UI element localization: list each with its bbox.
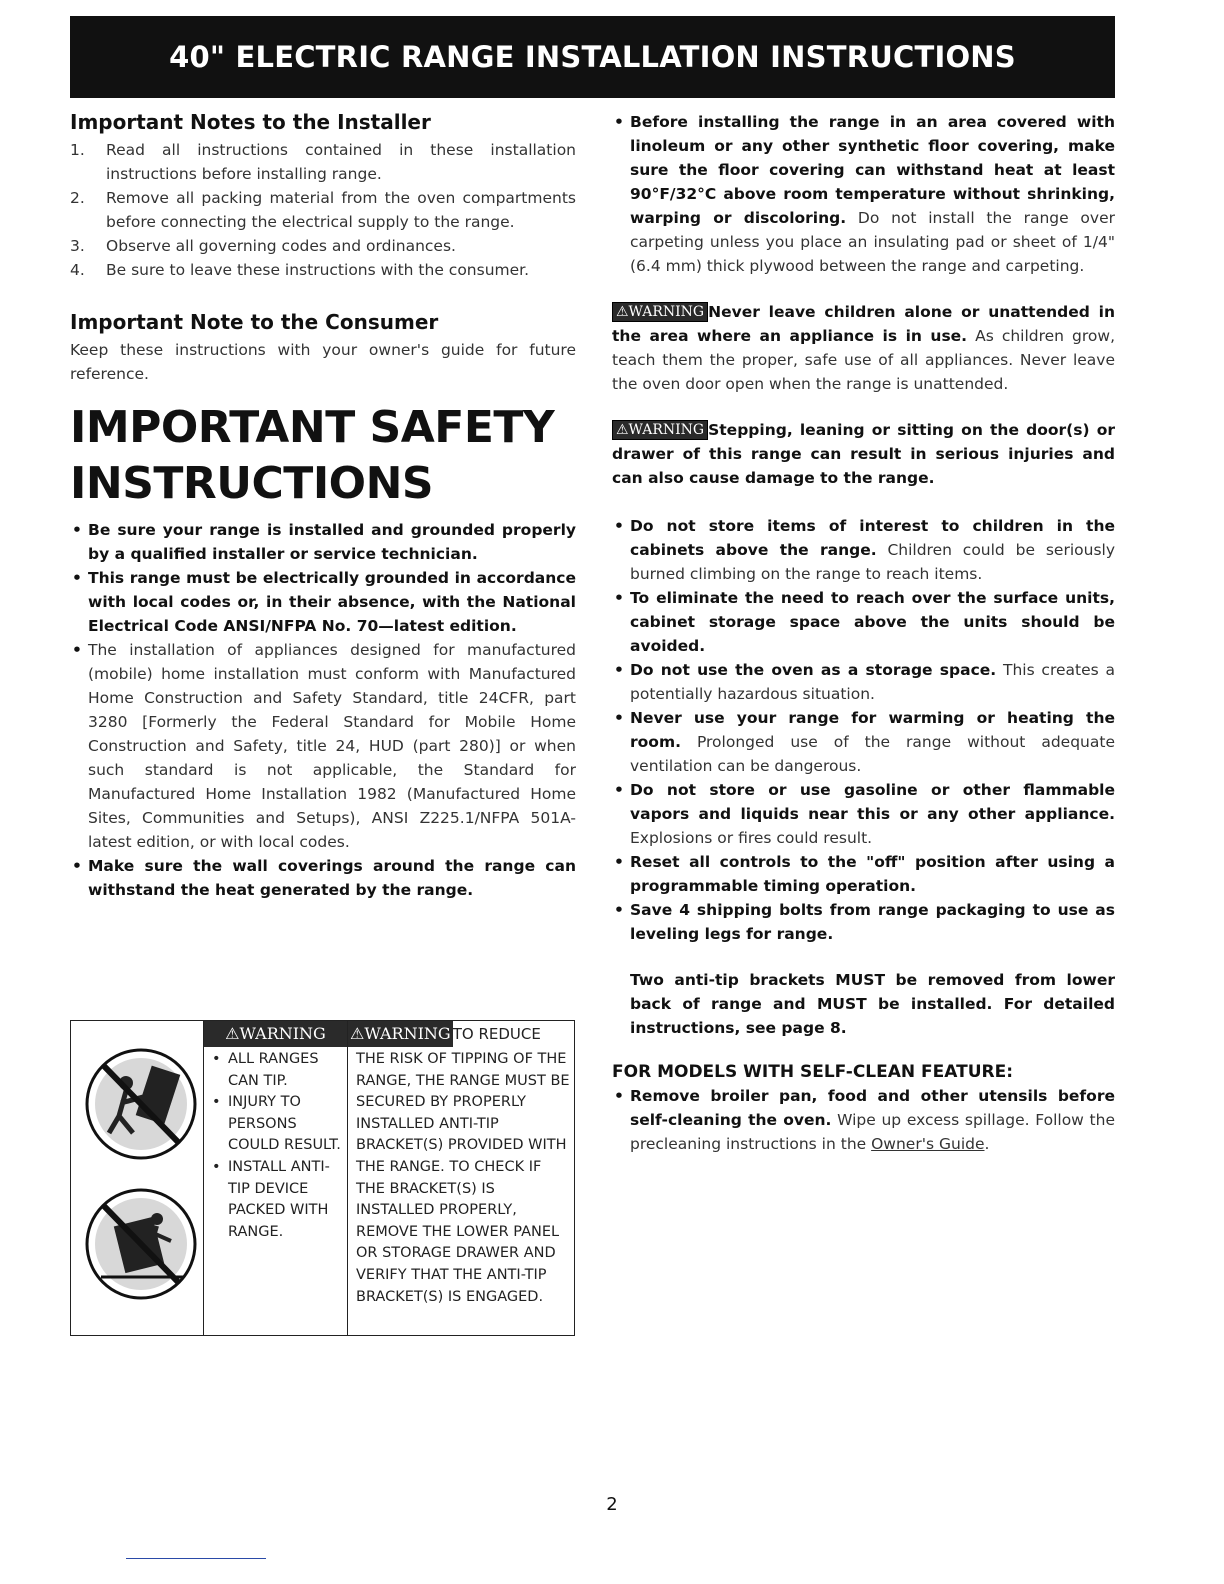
list-item: • INJURY TO PERSONS COULD RESULT. [204, 1092, 347, 1157]
warning-badge: ⚠WARNING [348, 1021, 453, 1047]
owners-guide-link[interactable]: Owner's Guide [871, 1135, 985, 1153]
stepping-warning: ⚠WARNING Stepping, leaning or sitting on the door(s) or drawer of this range can result in serious injuries and can also cause damage to the range. [612, 421, 1115, 487]
right-safety-bullets [612, 514, 1115, 946]
footer-divider [126, 1558, 266, 1559]
anti-tip-warning-box [70, 1020, 575, 1336]
list-item: • Do not store or use gasoline or other flammable vapors and liquids near this or any other appliance. Explosions or fires could result. [612, 778, 1115, 850]
installer-heading: Important Notes to the Installer [70, 110, 431, 134]
warning-icons-cell [71, 1021, 204, 1335]
safety-title: IMPORTANT SAFETY INSTRUCTIONS [70, 402, 555, 509]
floor-bullet [612, 110, 1115, 278]
list-item: • This range must be electrically grounded in accordance with local codes or, in their absence, with the National Electrical Code ANSI/NFPA No. 70—latest edition. [70, 566, 576, 638]
installer-notes-list [70, 138, 576, 282]
right-column [612, 110, 1115, 1156]
list-item: • Reset all controls to the "off" position after using a programmable timing operation. [612, 850, 1115, 898]
list-item: • ALL RANGES CAN TIP. [204, 1049, 347, 1092]
anti-tip-note: Two anti-tip brackets MUST be removed from lower back of range and MUST be installed. For detailed instructions, see page 8. [630, 971, 1115, 1037]
list-item: • The installation of appliances designed for manufactured (mobile) home installation must conform with Manufactured Home Construction and Safety Standard, title 24CFR, part 3280 [Formerly the Federal Standard for Mobile Home Construction and Safety, title 24, HUD (part 280)] or when such standard is not applicable, the Standard for Manufactured Home Installation 1982 (Manufactured Home Sites, Communities and Setups), ANSI Z225.1/NFPA 501A-latest edition, or with local codes. [70, 638, 576, 854]
safety-bullets [70, 518, 576, 902]
list-item: • INSTALL ANTI-TIP DEVICE PACKED WITH RANGE. [204, 1157, 347, 1243]
list-item: • Remove broiler pan, food and other utensils before self-cleaning the oven. Wipe up excess spillage. Follow the precleaning instructions in the Owner's Guide. [612, 1084, 1115, 1156]
left-column [70, 110, 576, 902]
page-title: 40" ELECTRIC RANGE INSTALLATION INSTRUCTIONS [169, 40, 1016, 74]
self-clean-heading: FOR MODELS WITH SELF-CLEAN FEATURE: [612, 1062, 1014, 1082]
warning-badge: ⚠WARNING [204, 1021, 347, 1047]
warning-badge: ⚠WARNING [612, 302, 708, 322]
list-item: • Make sure the wall coverings around the range can withstand the heat generated by the range. [70, 854, 576, 902]
consumer-note: Keep these instructions with your owner's guide for future reference. [70, 341, 576, 383]
warning-badge: ⚠WARNING [612, 420, 708, 440]
warning-middle-cell [204, 1021, 348, 1335]
warning-right-cell [348, 1021, 574, 1335]
list-item: • Never use your range for warming or heating the room. Prolonged use of the range without adequate ventilation can be dangerous. [612, 706, 1115, 778]
list-item: • Save 4 shipping bolts from range packaging to use as leveling legs for range. [612, 898, 1115, 946]
warning-body-text: THE RISK OF TIPPING OF THE RANGE, THE RANGE MUST BE SECURED BY PROPERLY INSTALLED ANTI-TIP BRACKET(S) PROVIDED WITH THE RANGE. TO CHECK IF THE BRACKET(S) IS INSTALLED PROPERLY, REMOVE THE LOWER PANEL OR STORAGE DRAWER AND VERIFY THAT THE ANTI-TIP BRACKET(S) IS ENGAGED. [356, 1051, 570, 1305]
list-item: 2. Remove all packing material from the oven compartments before connecting the electrical supply to the range. [70, 189, 576, 231]
list-item: • Do not store items of interest to children in the cabinets above the range. Children could be seriously burned climbing on the range to reach items. [612, 514, 1115, 586]
list-item: 1. Read all instructions contained in these installation instructions before installing range. [70, 141, 576, 183]
list-item: • To eliminate the need to reach over the surface units, cabinet storage space above the units should be avoided. [612, 586, 1115, 658]
list-item: • Before installing the range in an area covered with linoleum or any other synthetic floor covering, make sure the floor covering can withstand heat at least 90°F/32°C above room temperature without shrinking, warping or discoloring. Do not install the range over carpeting unless you place an insulating pad or sheet of 1/4" (6.4 mm) thick plywood between the range and carpeting. [612, 110, 1115, 278]
children-warning: ⚠WARNING Never leave children alone or unattended in the area where an appliance is in use. As children grow, teach them the proper, safe use of all appliances. Never leave the oven door open when the range is unattended. [612, 303, 1115, 393]
page-number: 2 [606, 1494, 618, 1515]
page-banner [70, 16, 1115, 98]
tip-over-warning-icon [71, 1021, 201, 1335]
list-item: 4. Be sure to leave these instructions with the consumer. [70, 261, 530, 279]
consumer-heading: Important Note to the Consumer [70, 310, 439, 334]
warning-lead-text: TO REDUCE [452, 1025, 541, 1043]
list-item: • Do not use the oven as a storage space. This creates a potentially hazardous situation. [612, 658, 1115, 706]
list-item: • Be sure your range is installed and grounded properly by a qualified installer or service technician. [70, 518, 576, 566]
self-clean-bullets [612, 1084, 1115, 1156]
list-item: 3. Observe all governing codes and ordinances. [70, 237, 456, 255]
